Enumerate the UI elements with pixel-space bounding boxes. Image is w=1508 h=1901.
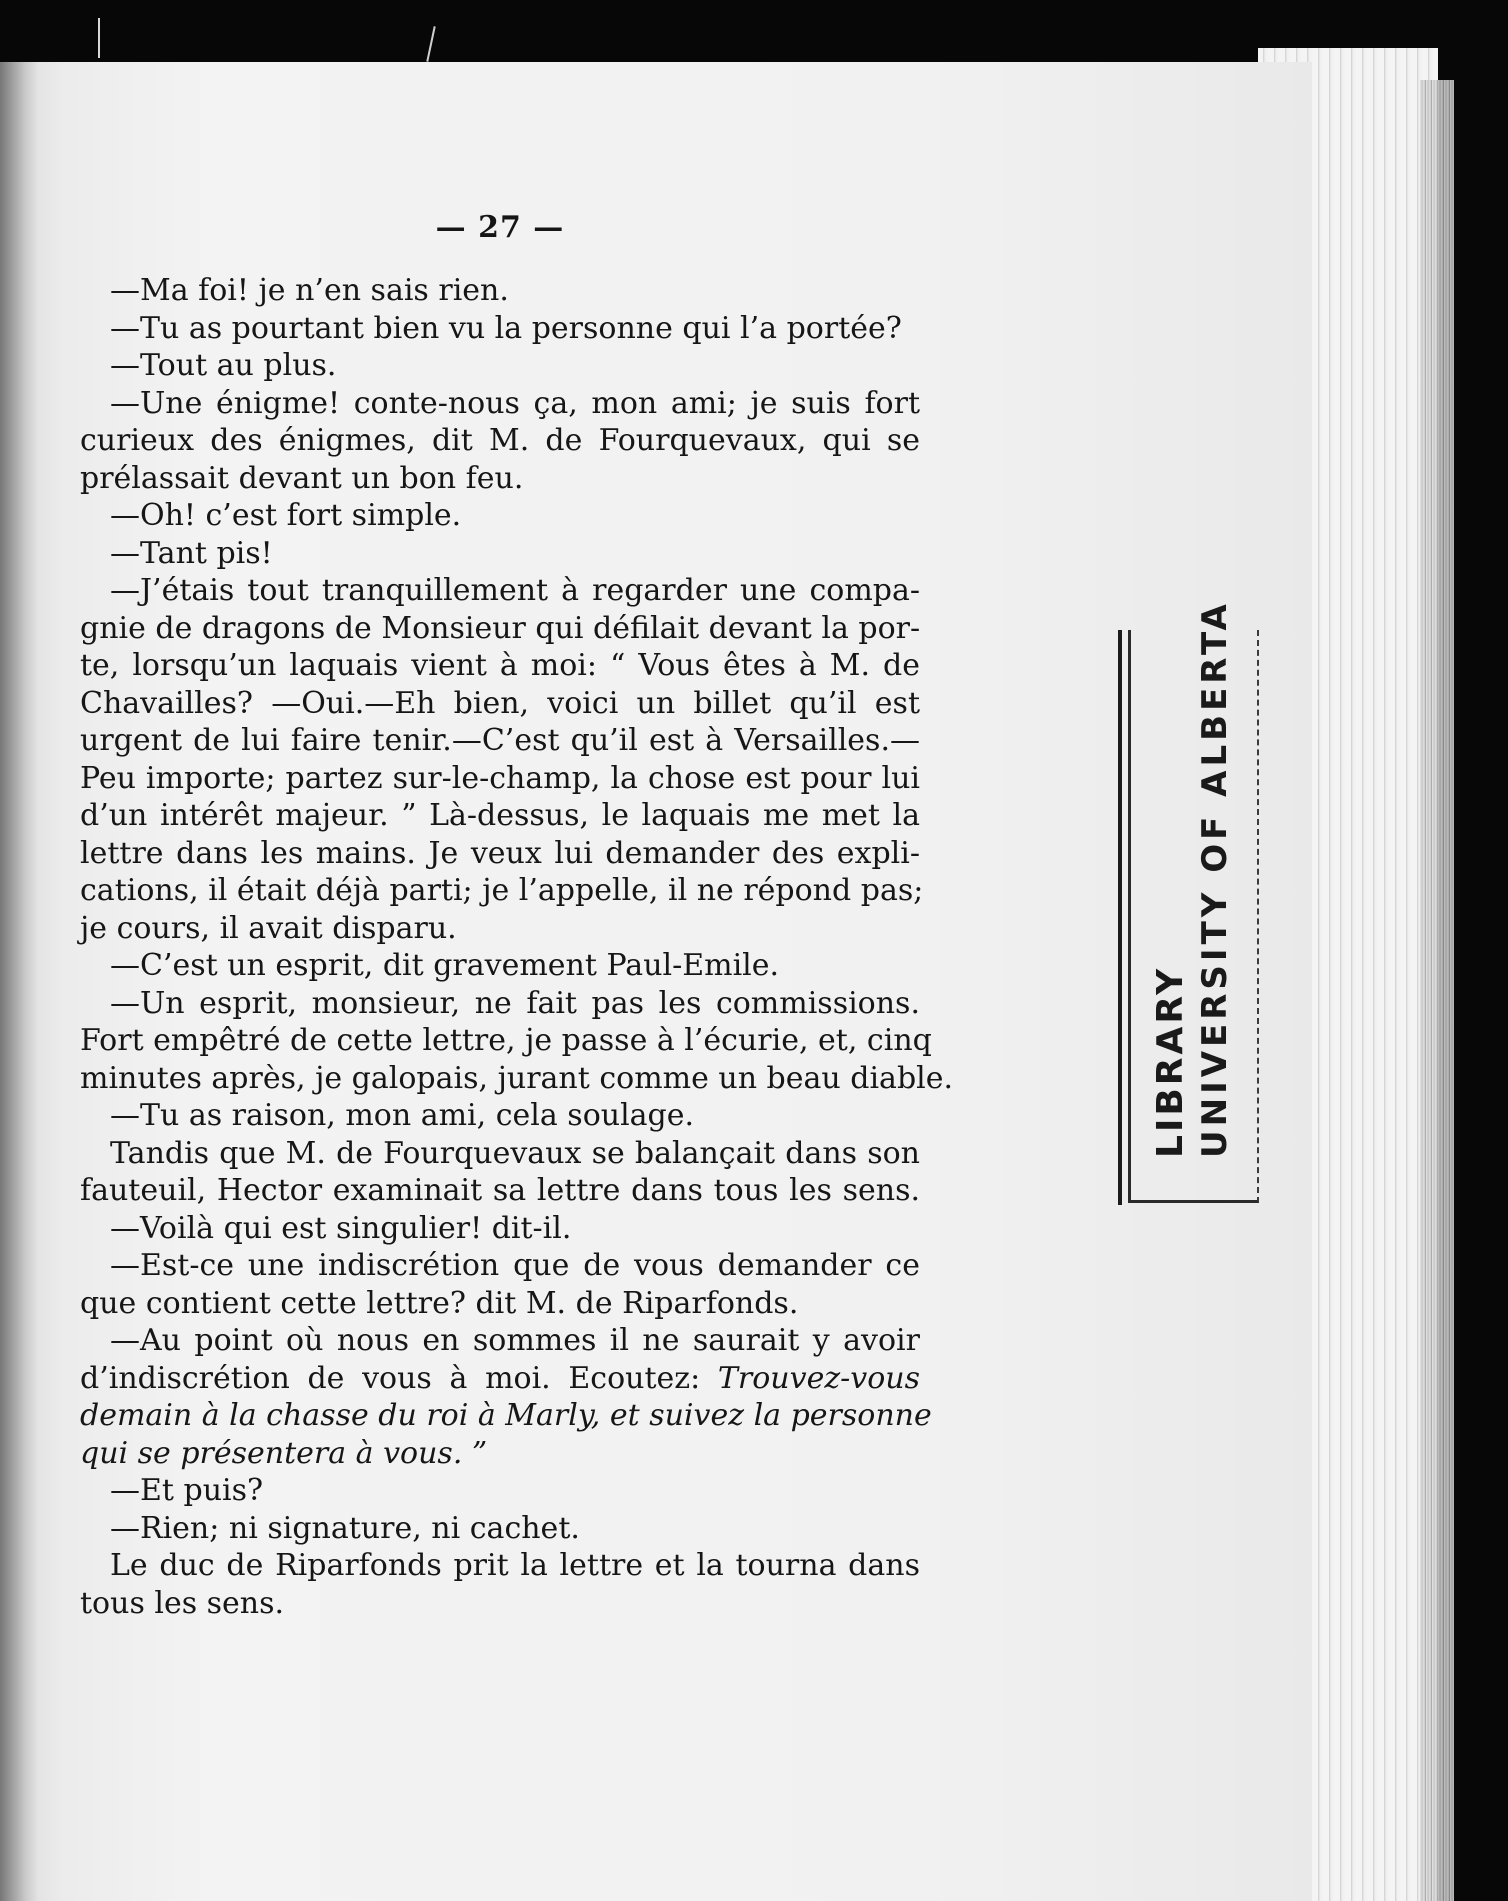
text-line: Peu importe; partez sur-le-champ, la chose est pour lui [80,760,920,796]
text-line: —Et puis? [110,1473,264,1508]
book-page-edges-outer [1420,80,1454,1901]
text-line: te, lorsqu’un laquais vient à moi: “ Vous êtes à M. de [80,648,920,683]
text-line: prélassait devant un bon feu. [80,460,524,496]
text-line: Fort empêtré de cette lettre, je passe à l’écurie, et, cinq [80,1023,932,1058]
text-line: tous les sens. [80,1585,285,1621]
library-stamp [1128,630,1259,1203]
stamp-library-text: LIBRARY [1150,965,1191,1158]
edge-mark [98,18,100,58]
text-line: que contient cette lettre? dit M. de Riparfonds. [80,1285,799,1321]
text-line: —Ma foi! je n’en sais rien. [110,273,509,308]
text-line-roman: d’indiscrétion de vous à moi. Ecoutez: [80,1360,718,1396]
text-line-italic: Trouvez-vous [717,1360,920,1396]
text-line: —Oh! c’est fort simple. [110,498,462,533]
text-line: —Tout au plus. [110,348,337,383]
text-line [80,1360,920,1398]
text-line: je cours, il avait disparu. [80,910,457,946]
text-line: cations, il était déjà parti; je l’appelle, il ne répond pas; [80,873,924,908]
text-line: gnie de dragons de Monsieur qui défilait devant la por- [80,610,921,646]
text-line: Tandis que M. de Fourquevaux se balançait dans son [110,1135,920,1171]
text-line: —Tu as raison, mon ami, cela soulage. [110,1098,695,1133]
text-line: —Une énigme! conte-nous ça, mon ami; je suis fort [110,385,920,421]
text-line: urgent de lui faire tenir.—C’est qu’il est à Versailles.— [80,723,920,758]
text-line: —Est-ce une indiscrétion que de vous demander ce [110,1248,920,1283]
text-line: —Tu as pourtant bien vu la personne qui l’a portée? [110,310,902,346]
text-line: Chavailles? —Oui.—Eh bien, voici un billet qu’il est [80,685,920,721]
text-line: —Voilà qui est singulier! dit-il. [110,1210,572,1246]
text-line: fauteuil, Hector examinait sa lettre dans tous les sens. [80,1173,920,1208]
text-line: —Un esprit, monsieur, ne fait pas les commissions. [110,985,920,1021]
text-line: lettre dans les mains. Je veux lui demander des expli- [80,835,920,871]
gutter-shadow [0,62,38,1901]
text-line: Le duc de Riparfonds prit la lettre et la tourna dans [110,1548,920,1583]
text-line: —C’est un esprit, dit gravement Paul-Emile. [110,948,780,983]
stamp-university-text: UNIVERSITY OF ALBERTA [1195,600,1235,1158]
text-line: qui se présentera à vous. ” [80,1435,488,1471]
text-line: —Rien; ni signature, ni cachet. [110,1510,580,1546]
text-line: demain à la chasse du roi à Marly, et suivez la personne [80,1398,932,1433]
text-line: —J’étais tout tranquillement à regarder une compa- [110,573,920,608]
text-line: —Tant pis! [110,535,273,571]
body-text [80,272,954,1622]
page-number: — 27 — [435,210,565,245]
text-line: minutes après, je galopais, jurant comme un beau diable. [80,1060,954,1096]
text-line: d’un intérêt majeur. ” Là-dessus, le laquais me met la [80,798,920,833]
text-line: —Au point où nous en sommes il ne saurait y avoir [110,1323,920,1358]
text-line: curieux des énigmes, dit M. de Fourquevaux, qui se [80,423,920,458]
stamp-border [1118,630,1122,1205]
